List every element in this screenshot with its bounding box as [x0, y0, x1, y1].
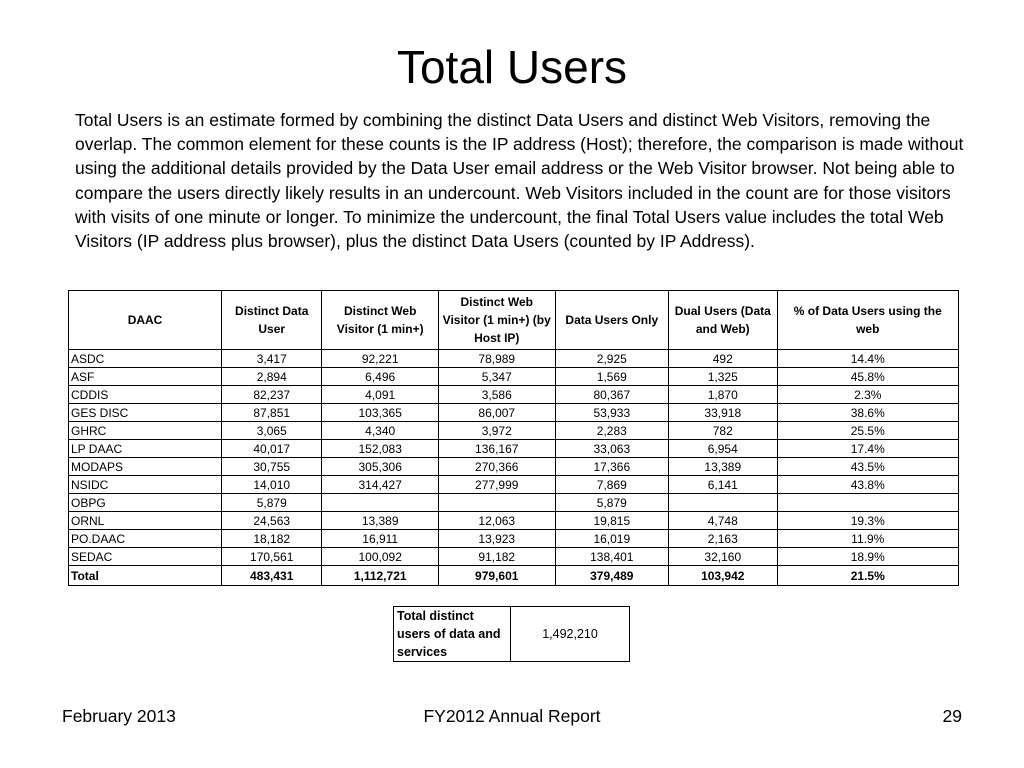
slide-body-text: Total Users is an estimate formed by combining the distinct Data Users and distinct Web Visitors, removing the overlap. The common element for these counts is the IP address (Host); therefore, the comparison is made without using the additional details provided by the Data User email address or the Web Visitor browser. Not being able to compare the users directly likely results in an undercount. Web Visitors included in the count are for those visitors with visits of one minute or longer. To minimize the undercount, the final Total Users value includes the total Web Visitors (IP address plus browser), plus the distinct Data Users (counted by IP Address). [75, 110, 964, 252]
value-cell: 6,496 [322, 368, 439, 386]
value-cell: 277,999 [438, 476, 555, 494]
value-cell: 12,063 [438, 512, 555, 530]
table-row [69, 386, 959, 404]
value-cell: 100,092 [322, 548, 439, 566]
value-cell [322, 494, 439, 512]
footer-report-title: FY2012 Annual Report [423, 706, 601, 726]
value-cell: 24,563 [222, 512, 322, 530]
daac-name-cell: LP DAAC [69, 440, 222, 458]
value-cell [669, 494, 777, 512]
header-pct-data-users-web: % of Data Users using the web [777, 291, 959, 350]
value-cell: 43.8% [777, 476, 959, 494]
summary-row [394, 607, 630, 662]
value-cell: 14,010 [222, 476, 322, 494]
total-value-cell: 483,431 [222, 566, 322, 586]
value-cell: 87,851 [222, 404, 322, 422]
value-cell: 30,755 [222, 458, 322, 476]
header-distinct-data-user: Distinct Data User [222, 291, 322, 350]
table-row [69, 512, 959, 530]
value-cell: 25.5% [777, 422, 959, 440]
daac-name-cell: GHRC [69, 422, 222, 440]
total-label-cell: Total [69, 566, 222, 586]
value-cell: 5,347 [438, 368, 555, 386]
value-cell: 5,879 [555, 494, 669, 512]
table-row [69, 404, 959, 422]
value-cell: 136,167 [438, 440, 555, 458]
value-cell: 270,366 [438, 458, 555, 476]
table-row [69, 350, 959, 368]
value-cell: 1,569 [555, 368, 669, 386]
value-cell: 7,869 [555, 476, 669, 494]
footer-page-number: 29 [942, 706, 962, 726]
value-cell: 5,879 [222, 494, 322, 512]
footer-date: February 2013 [62, 706, 176, 726]
daac-name-cell: ASDC [69, 350, 222, 368]
value-cell: 92,221 [322, 350, 439, 368]
users-table [68, 290, 959, 586]
value-cell: 13,389 [322, 512, 439, 530]
table-row [69, 440, 959, 458]
table-row [69, 368, 959, 386]
table-row [69, 548, 959, 566]
value-cell: 138,401 [555, 548, 669, 566]
value-cell: 91,182 [438, 548, 555, 566]
table-row [69, 476, 959, 494]
value-cell: 6,141 [669, 476, 777, 494]
value-cell: 86,007 [438, 404, 555, 422]
table-body [69, 350, 959, 586]
value-cell: 3,586 [438, 386, 555, 404]
header-dual-users: Dual Users (Data and Web) [669, 291, 777, 350]
value-cell: 33,918 [669, 404, 777, 422]
daac-name-cell: NSIDC [69, 476, 222, 494]
value-cell: 19.3% [777, 512, 959, 530]
value-cell: 17,366 [555, 458, 669, 476]
value-cell: 2,283 [555, 422, 669, 440]
value-cell: 2,163 [669, 530, 777, 548]
value-cell: 3,065 [222, 422, 322, 440]
value-cell: 1,325 [669, 368, 777, 386]
total-value-cell: 379,489 [555, 566, 669, 586]
total-value-cell: 103,942 [669, 566, 777, 586]
value-cell [777, 494, 959, 512]
value-cell: 16,019 [555, 530, 669, 548]
value-cell: 13,923 [438, 530, 555, 548]
table-row [69, 458, 959, 476]
daac-name-cell: ASF [69, 368, 222, 386]
daac-name-cell: MODAPS [69, 458, 222, 476]
total-value-cell: 21.5% [777, 566, 959, 586]
daac-name-cell: OBPG [69, 494, 222, 512]
value-cell: 38.6% [777, 404, 959, 422]
value-cell: 4,340 [322, 422, 439, 440]
value-cell: 103,365 [322, 404, 439, 422]
value-cell: 6,954 [669, 440, 777, 458]
value-cell: 152,083 [322, 440, 439, 458]
summary-label: Total distinct users of data and services [394, 607, 511, 662]
value-cell: 2.3% [777, 386, 959, 404]
table-total-row [69, 566, 959, 586]
summary-value: 1,492,210 [511, 607, 630, 662]
value-cell: 43.5% [777, 458, 959, 476]
table-row [69, 494, 959, 512]
header-distinct-web-visitor-host-ip: Distinct Web Visitor (1 min+) (by Host IP) [438, 291, 555, 350]
header-distinct-web-visitor: Distinct Web Visitor (1 min+) [322, 291, 439, 350]
value-cell: 4,091 [322, 386, 439, 404]
value-cell: 16,911 [322, 530, 439, 548]
value-cell: 3,417 [222, 350, 322, 368]
value-cell: 17.4% [777, 440, 959, 458]
value-cell: 18,182 [222, 530, 322, 548]
summary-table [393, 606, 630, 662]
value-cell: 53,933 [555, 404, 669, 422]
header-data-users-only: Data Users Only [555, 291, 669, 350]
value-cell: 314,427 [322, 476, 439, 494]
value-cell: 18.9% [777, 548, 959, 566]
value-cell: 82,237 [222, 386, 322, 404]
daac-name-cell: SEDAC [69, 548, 222, 566]
value-cell: 2,925 [555, 350, 669, 368]
value-cell [438, 494, 555, 512]
daac-name-cell: ORNL [69, 512, 222, 530]
value-cell: 80,367 [555, 386, 669, 404]
value-cell: 2,894 [222, 368, 322, 386]
daac-name-cell: PO.DAAC [69, 530, 222, 548]
slide-title: Total Users [396, 41, 628, 93]
table-header-row [69, 291, 959, 350]
value-cell: 492 [669, 350, 777, 368]
value-cell: 78,989 [438, 350, 555, 368]
table-row [69, 422, 959, 440]
value-cell: 19,815 [555, 512, 669, 530]
value-cell: 33,063 [555, 440, 669, 458]
value-cell: 11.9% [777, 530, 959, 548]
value-cell: 14.4% [777, 350, 959, 368]
value-cell: 32,160 [669, 548, 777, 566]
table-row [69, 530, 959, 548]
value-cell: 40,017 [222, 440, 322, 458]
value-cell: 13,389 [669, 458, 777, 476]
header-daac: DAAC [69, 291, 222, 350]
value-cell: 305,306 [322, 458, 439, 476]
total-value-cell: 979,601 [438, 566, 555, 586]
daac-name-cell: CDDIS [69, 386, 222, 404]
value-cell: 1,870 [669, 386, 777, 404]
value-cell: 170,561 [222, 548, 322, 566]
value-cell: 45.8% [777, 368, 959, 386]
value-cell: 782 [669, 422, 777, 440]
daac-name-cell: GES DISC [69, 404, 222, 422]
total-value-cell: 1,112,721 [322, 566, 439, 586]
value-cell: 3,972 [438, 422, 555, 440]
value-cell: 4,748 [669, 512, 777, 530]
